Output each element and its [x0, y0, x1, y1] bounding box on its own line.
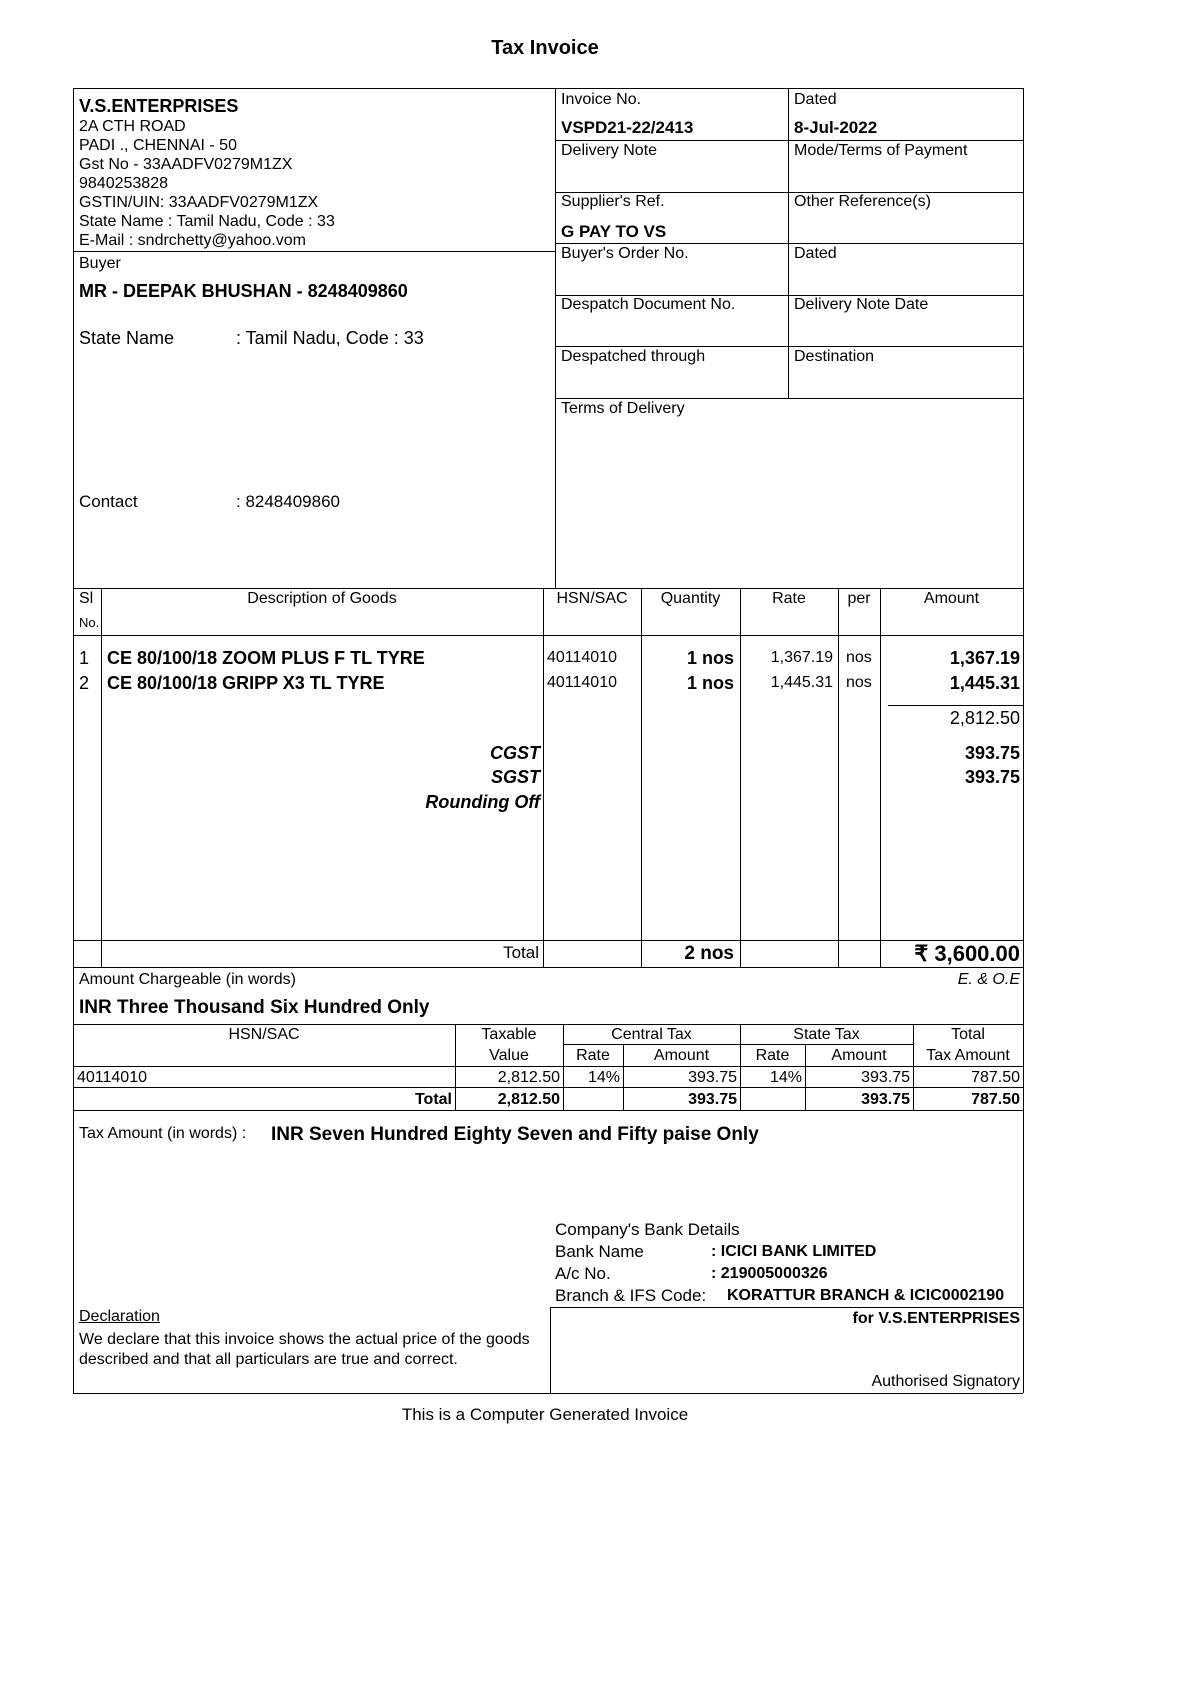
destination-label: Destination [794, 348, 875, 365]
row2-hsn: 40114010 [547, 674, 617, 691]
seller-address2: PADI ., CHENNAI - 50 [79, 137, 237, 154]
buyer-label: Buyer [79, 255, 121, 272]
tax-row-state-rate: 14% [769, 1069, 802, 1086]
buyer-contact-label: Contact [79, 492, 138, 511]
row1-quantity: 1 nos [686, 648, 734, 668]
tax-header-value: Value [489, 1047, 529, 1064]
subtotal-amount: 2,812.50 [949, 708, 1020, 728]
supplier-ref-label: Supplier's Ref. [561, 193, 665, 210]
bank-name-value: : ICICI BANK LIMITED [711, 1243, 877, 1260]
bank-branch-label: Branch & IFS Code: [555, 1286, 707, 1305]
tax-total-central-amount: 393.75 [688, 1091, 737, 1108]
page-title: Tax Invoice [491, 37, 599, 59]
header-hsn: HSN/SAC [556, 590, 628, 607]
seller-gstin: GSTIN/UIN: 33AADFV0279M1ZX [79, 194, 319, 211]
tax-total-bottom-line [73, 1110, 1023, 1111]
declaration-text: We declare that this invoice shows the actual price of the goods described and that all particulars are true and correct. [79, 1331, 530, 1368]
items-total-label: Total [503, 943, 539, 962]
seller-state: State Name : Tamil Nadu, Code : 33 [79, 213, 335, 230]
cgst-label: CGST [489, 743, 540, 763]
row2-rate: 1,445.31 [770, 674, 833, 691]
declaration-label: Declaration [79, 1308, 160, 1325]
tax-row-taxable: 2,812.50 [497, 1069, 560, 1086]
tax-words-value: INR Seven Hundred Eighty Seven and Fifty paise Only [271, 1124, 759, 1145]
header-rate: Rate [772, 590, 806, 607]
seller-name: V.S.ENTERPRISES [79, 96, 239, 116]
tax-row-central-rate: 14% [587, 1069, 620, 1086]
row1-amount: 1,367.19 [949, 648, 1020, 668]
delivery-note-date-label: Delivery Note Date [794, 296, 929, 313]
invoice-no-label: Invoice No. [561, 91, 642, 108]
tax-row-total: 787.50 [971, 1069, 1020, 1086]
row1-per: nos [846, 649, 872, 666]
invoice-no: VSPD21-22/2413 [561, 118, 694, 137]
bank-ac-value: : 219005000326 [711, 1265, 828, 1282]
tax-header-central-rate: Rate [576, 1047, 610, 1064]
cgst-amount: 393.75 [964, 743, 1020, 763]
buyer-contact-value: : 8248409860 [236, 492, 340, 511]
header-description: Description of Goods [247, 590, 397, 607]
tax-header-total: Total [951, 1026, 985, 1043]
bank-branch-value: KORATTUR BRANCH & ICIC0002190 [727, 1287, 1005, 1304]
sgst-amount: 393.75 [964, 767, 1020, 787]
signature-for: for V.S.ENTERPRISES [852, 1310, 1020, 1327]
col-line [543, 588, 544, 967]
items-total-amount: ₹ 3,600.00 [914, 941, 1020, 966]
authorised-signatory: Authorised Signatory [871, 1373, 1020, 1390]
col-line [740, 588, 741, 967]
seller-buyer-divider [73, 251, 555, 252]
despatch-doc-label: Despatch Document No. [561, 296, 736, 313]
amount-words-label: Amount Chargeable (in words) [79, 971, 296, 988]
tax-total-taxable: 2,812.50 [497, 1091, 560, 1108]
meta-row-line [555, 140, 1023, 141]
tax-header-central: Central Tax [611, 1026, 692, 1043]
header-no: No. [79, 615, 100, 630]
row1-sl: 1 [79, 648, 90, 668]
tax-total-total: 787.50 [971, 1091, 1020, 1108]
tax-header-tax-amount: Tax Amount [926, 1047, 1010, 1064]
frame-right [1023, 88, 1024, 1393]
row2-per: nos [846, 674, 872, 691]
other-ref-label: Other Reference(s) [794, 193, 931, 210]
frame-left [73, 88, 74, 1393]
bank-name-label: Bank Name [555, 1242, 644, 1261]
tax-header-state-rate: Rate [755, 1047, 790, 1064]
items-total-bottom-line [73, 967, 1023, 968]
row2-quantity: 1 nos [686, 673, 734, 693]
frame-top [73, 88, 1023, 89]
frame-bottom [73, 1393, 1023, 1394]
seller-address1: 2A CTH ROAD [79, 118, 186, 135]
header-divider [555, 88, 556, 588]
row2-sl: 2 [79, 673, 90, 693]
mode-terms-label: Mode/Terms of Payment [794, 142, 968, 159]
tax-row-state-amount: 393.75 [861, 1069, 910, 1086]
footer-note: This is a Computer Generated Invoice [401, 1405, 689, 1424]
col-line [101, 588, 102, 967]
row1-hsn: 40114010 [547, 649, 617, 666]
row2-description: CE 80/100/18 GRIPP X3 TL TYRE [107, 673, 385, 693]
subtotal-line [888, 705, 1023, 706]
buyer-state-value: : Tamil Nadu, Code : 33 [236, 328, 424, 348]
tax-header-bottom-line [73, 1066, 1023, 1067]
row1-rate: 1,367.19 [770, 649, 833, 666]
meta-row-line [555, 398, 1023, 399]
tax-words-label: Tax Amount (in words) : [79, 1125, 247, 1142]
tax-header-central-amount: Amount [653, 1047, 710, 1064]
items-total-quantity: 2 nos [684, 943, 734, 964]
seller-email: E-Mail : sndrchetty@yahoo.vom [79, 232, 306, 249]
supplier-ref: G PAY TO VS [561, 222, 667, 241]
tax-total-label: Total [414, 1091, 452, 1108]
header-amount: Amount [923, 590, 980, 607]
terms-of-delivery-label: Terms of Delivery [561, 400, 685, 417]
delivery-note-label: Delivery Note [561, 142, 658, 159]
row2-amount: 1,445.31 [949, 673, 1020, 693]
tax-header-state-amount: Amount [831, 1047, 887, 1064]
tax-table-top-line [73, 1024, 1023, 1025]
seller-phone: 9840253828 [79, 175, 168, 192]
buyer-order-label: Buyer's Order No. [561, 245, 689, 262]
tax-header-taxable: Taxable [481, 1026, 537, 1043]
meta-row-line [555, 346, 1023, 347]
signature-box-left [550, 1307, 551, 1393]
seller-gst-line: Gst No - 33AADFV0279M1ZX [79, 156, 293, 173]
eoe-label: E. & O.E [957, 971, 1020, 988]
col-line [838, 588, 839, 967]
tax-row-central-amount: 393.75 [688, 1069, 737, 1086]
bank-heading: Company's Bank Details [555, 1220, 740, 1239]
buyer-name: MR - DEEPAK BHUSHAN - 8248409860 [79, 281, 408, 301]
tax-header-state: State Tax [793, 1026, 860, 1043]
rounding-off-label: Rounding Off [425, 792, 540, 812]
sgst-label: SGST [490, 767, 540, 787]
amount-words-value: INR Three Thousand Six Hundred Only [79, 997, 430, 1018]
bank-ac-label: A/c No. [555, 1264, 611, 1283]
meta-row-line [555, 243, 1023, 244]
col-line [641, 588, 642, 967]
header-per: per [847, 590, 871, 607]
tax-row-hsn: 40114010 [77, 1069, 147, 1086]
dated2-label: Dated [794, 245, 837, 262]
row1-description: CE 80/100/18 ZOOM PLUS F TL TYRE [107, 648, 425, 668]
despatched-through-label: Despatched through [561, 348, 706, 365]
tax-row-bottom-line [73, 1087, 1023, 1088]
invoice-date: 8-Jul-2022 [794, 118, 878, 137]
dated-label: Dated [794, 91, 837, 108]
tax-header-hsn: HSN/SAC [228, 1026, 300, 1043]
tax-subheader-line [563, 1044, 913, 1045]
header-sl: Sl [79, 590, 94, 607]
signature-box-top [550, 1307, 1023, 1308]
tax-total-state-amount: 393.75 [861, 1091, 910, 1108]
header-quantity: Quantity [660, 590, 721, 607]
buyer-state-label: State Name [79, 328, 175, 348]
